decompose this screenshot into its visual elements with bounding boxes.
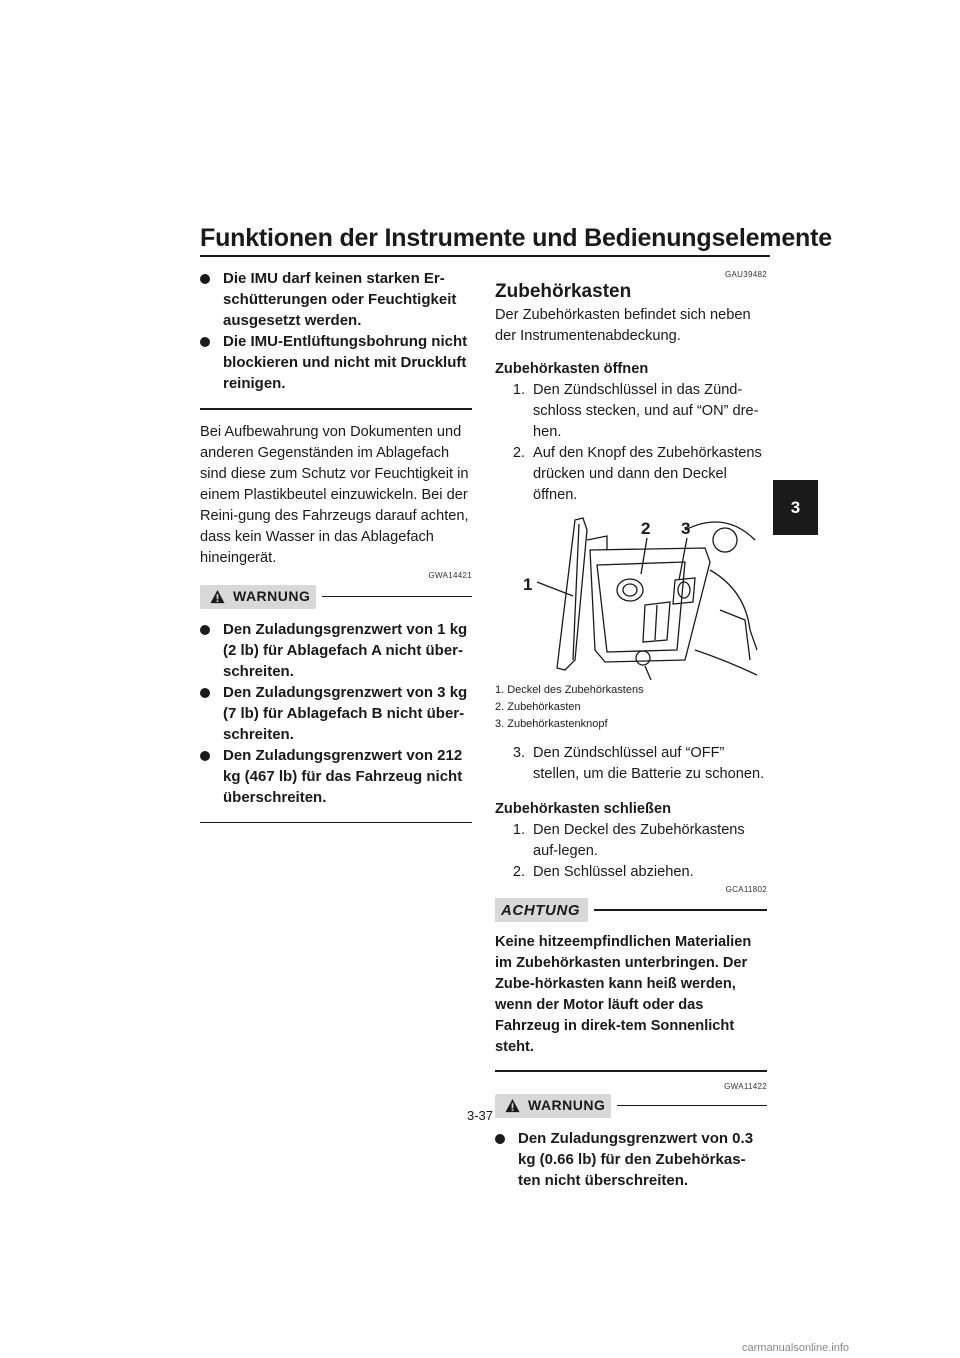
- page-number: 3-37: [466, 1108, 494, 1123]
- bullet-text: Den Zuladungsgrenzwert von 1 kg (2 lb) für Ablagefach A nicht über-schreiten.: [223, 620, 468, 680]
- step-text: Den Zündschlüssel auf “OFF” stellen, um die Batterie zu schonen.: [533, 745, 765, 782]
- bullet-dot-icon: [200, 274, 210, 284]
- achtung-label: ACHTUNG: [501, 901, 581, 919]
- step-text: Auf den Knopf des Zubehörkastens drücken und dann den Deckel öffnen.: [533, 445, 762, 503]
- warning-header: [200, 585, 472, 609]
- bullet-text: Die IMU-Entlüftungsbohrung nicht blockieren und nicht mit Druckluft reinigen.: [223, 333, 468, 392]
- bullet-item: [200, 268, 472, 331]
- bullet-item: [200, 682, 472, 745]
- open-steps: [495, 380, 767, 506]
- divider: [495, 1070, 767, 1072]
- warning-badge: [200, 585, 316, 609]
- bullet-item: [200, 619, 472, 682]
- step-number: 2.: [512, 445, 525, 461]
- storage-paragraph: Bei Aufbewahrung von Dokumenten und anderen Gegenständen im Ablagefach sind diese zum Schutz vor Feuchtigkeit in einem Plastikbeutel einzuwickeln. Bei der Reini-gung des Fahrzeugs darauf achten, dass kein Wasser in das Ablagefach hineingerät.: [200, 423, 469, 566]
- close-steps: [495, 820, 767, 883]
- open-heading: Zubehörkasten öffnen: [495, 361, 649, 377]
- right-column: [495, 270, 767, 1191]
- bullet-dot-icon: [200, 688, 210, 698]
- divider: [200, 408, 472, 410]
- callout-3: 3: [681, 519, 691, 538]
- warning-rule: [322, 596, 472, 598]
- warning-triangle-icon: [210, 589, 225, 604]
- step-number: 1.: [512, 822, 525, 838]
- bullet-text: Die IMU darf keinen starken Er-schütterungen oder Feuchtigkeit ausgesetzt werden.: [223, 270, 457, 329]
- bullet-dot-icon: [200, 751, 210, 761]
- warning-rule: [617, 1105, 767, 1107]
- warning-header: [495, 1094, 767, 1118]
- warning-list: [200, 619, 472, 808]
- step-number: 2.: [512, 864, 525, 880]
- intro-paragraph: Der Zubehörkasten befindet sich neben der Instrumentenabdeckung.: [495, 307, 751, 344]
- bullet-item: [200, 745, 472, 808]
- reference-code: GAU39482: [725, 270, 767, 279]
- warning-badge: [495, 1094, 611, 1118]
- close-heading: Zubehörkasten schließen: [495, 801, 671, 817]
- figure-captions: [495, 682, 767, 733]
- achtung-badge: [495, 898, 588, 922]
- watermark: carmanualsonline.info: [742, 1342, 850, 1354]
- bullet-dot-icon: [495, 1134, 505, 1144]
- bullet-item: [495, 1128, 767, 1191]
- open-step-3: [495, 743, 767, 785]
- achtung-text: Keine hitzeempfindlichen Materialien im Zubehörkasten unterbringen. Der Zube-hörkasten kann heiß werden, wenn der Motor läuft oder das Fahrzeug in direk-tem Sonnenlicht steht.: [495, 934, 752, 1055]
- warning-list: [495, 1128, 767, 1191]
- step-item: [495, 820, 767, 862]
- chapter-tab: 3: [773, 480, 818, 535]
- divider: [200, 822, 472, 824]
- step-item: [495, 862, 767, 883]
- reference-code: GCA11802: [725, 885, 767, 894]
- step-item: [495, 743, 767, 785]
- caption-item: 3. Zubehörkastenknopf: [495, 718, 608, 730]
- caption-item: 2. Zubehörkasten: [495, 701, 581, 713]
- page-title: Funktionen der Instrumente und Bedienungselemente: [200, 224, 832, 252]
- section-title: Zubehörkasten: [495, 281, 632, 302]
- warning-label: WARNUNG: [528, 1097, 606, 1113]
- achtung-rule: [594, 909, 767, 911]
- step-item: [495, 380, 767, 443]
- step-text: Den Schlüssel abziehen.: [533, 864, 694, 880]
- step-text: Den Zündschlüssel in das Zünd-schloss stecken, und auf “ON” dre-hen.: [533, 382, 759, 440]
- step-number: 3.: [512, 745, 525, 761]
- bullet-text: Den Zuladungsgrenzwert von 0.3 kg (0.66 lb) für den Zubehörkas-ten nicht überschreiten.: [518, 1129, 754, 1189]
- reference-code: GWA14421: [428, 570, 472, 580]
- step-item: [495, 443, 767, 506]
- bullet-item: [200, 331, 472, 394]
- step-number: 1.: [512, 382, 525, 398]
- bullet-dot-icon: [200, 337, 210, 347]
- bullet-dot-icon: [200, 625, 210, 635]
- reference-code: GWA11422: [724, 1081, 767, 1091]
- warning-label: WARNUNG: [233, 588, 311, 604]
- left-column: [200, 268, 472, 823]
- achtung-header: [495, 898, 767, 922]
- bullet-text: Den Zuladungsgrenzwert von 212 kg (467 lb) für das Fahrzeug nicht überschreiten.: [223, 746, 463, 806]
- step-text: Den Deckel des Zubehörkastens auf-legen.: [533, 822, 745, 859]
- callout-1: 1: [523, 575, 533, 594]
- header-rule: [200, 255, 770, 257]
- accessory-box-illustration: [495, 510, 767, 680]
- caption-item: 1. Deckel des Zubehörkastens: [495, 684, 644, 696]
- accessory-box-drawing: [495, 510, 767, 680]
- bullet-text: Den Zuladungsgrenzwert von 3 kg (7 lb) für Ablagefach B nicht über-schreiten.: [223, 683, 468, 743]
- callout-2: 2: [641, 519, 651, 538]
